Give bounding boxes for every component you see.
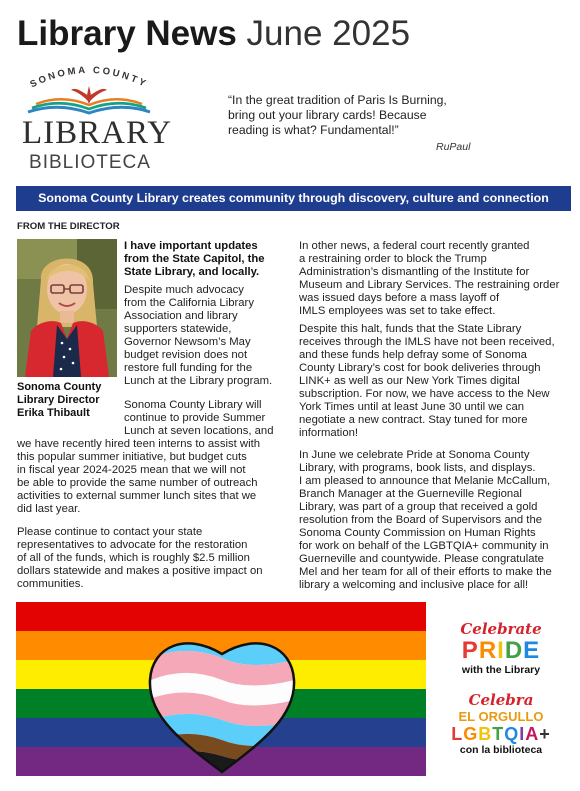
- quote-line: bring out your library cards! Because: [228, 108, 427, 122]
- library-logo: [14, 60, 173, 178]
- text-line: Library, with programs, book lists, and displays.: [299, 462, 536, 474]
- caption-line: Sonoma County: [17, 381, 102, 393]
- text-line: activities to external summer lunch sites that we: [17, 490, 257, 502]
- newsletter-title: [17, 14, 410, 54]
- text-line: we have recently hired teen interns to assist with: [17, 438, 261, 450]
- text-line: Mel and her team for all of their efforts to make the: [299, 566, 552, 578]
- text-line: Sonoma County Library will: [124, 399, 262, 411]
- text-line: York Times until at least June 30 until we can: [299, 401, 525, 413]
- text-line: from the California Library: [124, 297, 254, 309]
- quote-line: “In the great tradition of Paris Is Burning,: [228, 93, 447, 107]
- text-line: Administration’s dismantling of the Institute for: [299, 266, 530, 278]
- right-para-1: [299, 240, 559, 318]
- logo-arc-text: SONOMA COUNTY: [28, 64, 150, 91]
- flag-stripe: [16, 602, 426, 631]
- text-line: Please continue to contact your state: [17, 526, 203, 538]
- text-line: in fiscal year 2024-2025 mean that we will not: [17, 464, 246, 476]
- text-line: and these funds help defray some of Sonoma: [299, 349, 527, 361]
- pull-quote: [228, 93, 488, 138]
- text-line: negotiate a new contract. Stay tuned for more: [299, 414, 528, 426]
- text-line: Lunch at seven locations, and: [124, 425, 274, 437]
- text-line: of all of the funds, which is roughly $2.5 million: [17, 552, 250, 564]
- pride-flag-graphic: [16, 602, 426, 776]
- text-line: Association and library: [124, 310, 238, 322]
- mission-banner: Sonoma County Library creates community through discovery, culture and connection: [16, 186, 571, 211]
- con-biblioteca-text: con la biblioteca: [459, 744, 543, 756]
- right-para-3: [299, 449, 552, 592]
- celebra-heading: Celebra: [468, 691, 534, 709]
- text-line: representatives to advocate for the restoration: [17, 539, 248, 551]
- right-para-2: [299, 323, 555, 440]
- celebrate-heading: Celebrate: [460, 620, 542, 638]
- text-line: resolution from the Board of Supervisors and the: [299, 514, 543, 526]
- text-line: receives through the IMLS have not been received,: [299, 336, 555, 348]
- lgbtqia-word: LGBTQIA+: [451, 724, 551, 744]
- text-line: Despite this halt, funds that the State Library: [299, 323, 522, 335]
- text-line: a restraining order to block the Trump: [299, 253, 487, 265]
- title-date: June 2025: [246, 14, 411, 53]
- director-caption: [17, 381, 101, 420]
- text-line: communities.: [17, 578, 84, 590]
- text-line: budget revision does not: [124, 349, 248, 361]
- director-intro: [124, 240, 265, 279]
- caption-line: Erika Thibault: [17, 407, 90, 419]
- el-orgullo-text: EL ORGULLO: [458, 709, 544, 724]
- text-line: Despite much advocacy: [124, 284, 244, 296]
- section-label: FROM THE DIRECTOR: [17, 221, 120, 232]
- text-line: library a welcoming and inclusive place for all!: [299, 579, 529, 591]
- text-line: State Library, and locally.: [124, 266, 260, 278]
- text-line: County Library’s cost for book deliveries through: [299, 362, 541, 374]
- director-para-3: [17, 526, 263, 591]
- text-line: Governor Newsom’s May: [124, 336, 251, 348]
- text-line: Library, was part of a group that received a gold: [299, 501, 538, 513]
- text-line: from the State Capitol, the: [124, 253, 265, 265]
- logo-library-word: LIBRARY: [22, 115, 173, 151]
- text-line: was issued days before a mass layoff of: [299, 292, 500, 304]
- text-line: be able to provide the same number of outreach: [17, 477, 258, 489]
- progress-heart-icon: [142, 628, 302, 776]
- with-library-text: with the Library: [461, 664, 541, 676]
- text-line: subscription. For now, we have access to the New: [299, 388, 550, 400]
- text-line: Lunch at the Library program.: [124, 375, 273, 387]
- text-line: continue to provide Summer: [124, 412, 266, 424]
- quote-author: RuPaul: [436, 141, 471, 153]
- pride-word: PRIDE: [461, 637, 541, 664]
- director-para-1: [124, 284, 272, 388]
- text-line: In other news, a federal court recently granted: [299, 240, 530, 252]
- title-main: Library News: [17, 14, 237, 53]
- text-line: LINK+ as well as our New York Times digital: [299, 375, 520, 387]
- text-line: IMLS employees was set to take effect.: [299, 305, 496, 317]
- director-para-2-top: [124, 399, 273, 438]
- text-line: dollars statewide and makes a positive impact on: [17, 565, 263, 577]
- text-line: for work on behalf of the LGBTQIA+ community in: [299, 540, 549, 552]
- text-line: I have important updates: [124, 240, 258, 252]
- text-line: In June we celebrate Pride at Sonoma County: [299, 449, 530, 461]
- celebrate-pride-block: [442, 620, 560, 757]
- caption-line: Library Director: [17, 394, 100, 406]
- text-line: Sonoma County Commission on Human Rights: [299, 527, 536, 539]
- text-line: restore full funding for the: [124, 362, 253, 374]
- text-line: Guerneville and countywide. Please congratulate: [299, 553, 544, 565]
- quote-line: reading is what? Fundamental!”: [228, 123, 399, 137]
- text-line: I am pleased to announce that Melanie McCallum,: [299, 475, 551, 487]
- logo-biblioteca-word: BIBLIOTECA: [29, 152, 151, 173]
- text-line: Museum and Library Services. The restraining order: [299, 279, 560, 291]
- text-line: Branch Manager at the Guerneville Regional: [299, 488, 522, 500]
- director-photo: [17, 239, 117, 377]
- logo-emblem-icon: [14, 60, 164, 120]
- text-line: did last year.: [17, 503, 81, 515]
- director-para-2-bottom: [17, 438, 260, 516]
- text-line: supporters statewide,: [124, 323, 232, 335]
- text-line: this popular summer initiative, but budget cuts: [17, 451, 247, 463]
- text-line: information!: [299, 427, 359, 439]
